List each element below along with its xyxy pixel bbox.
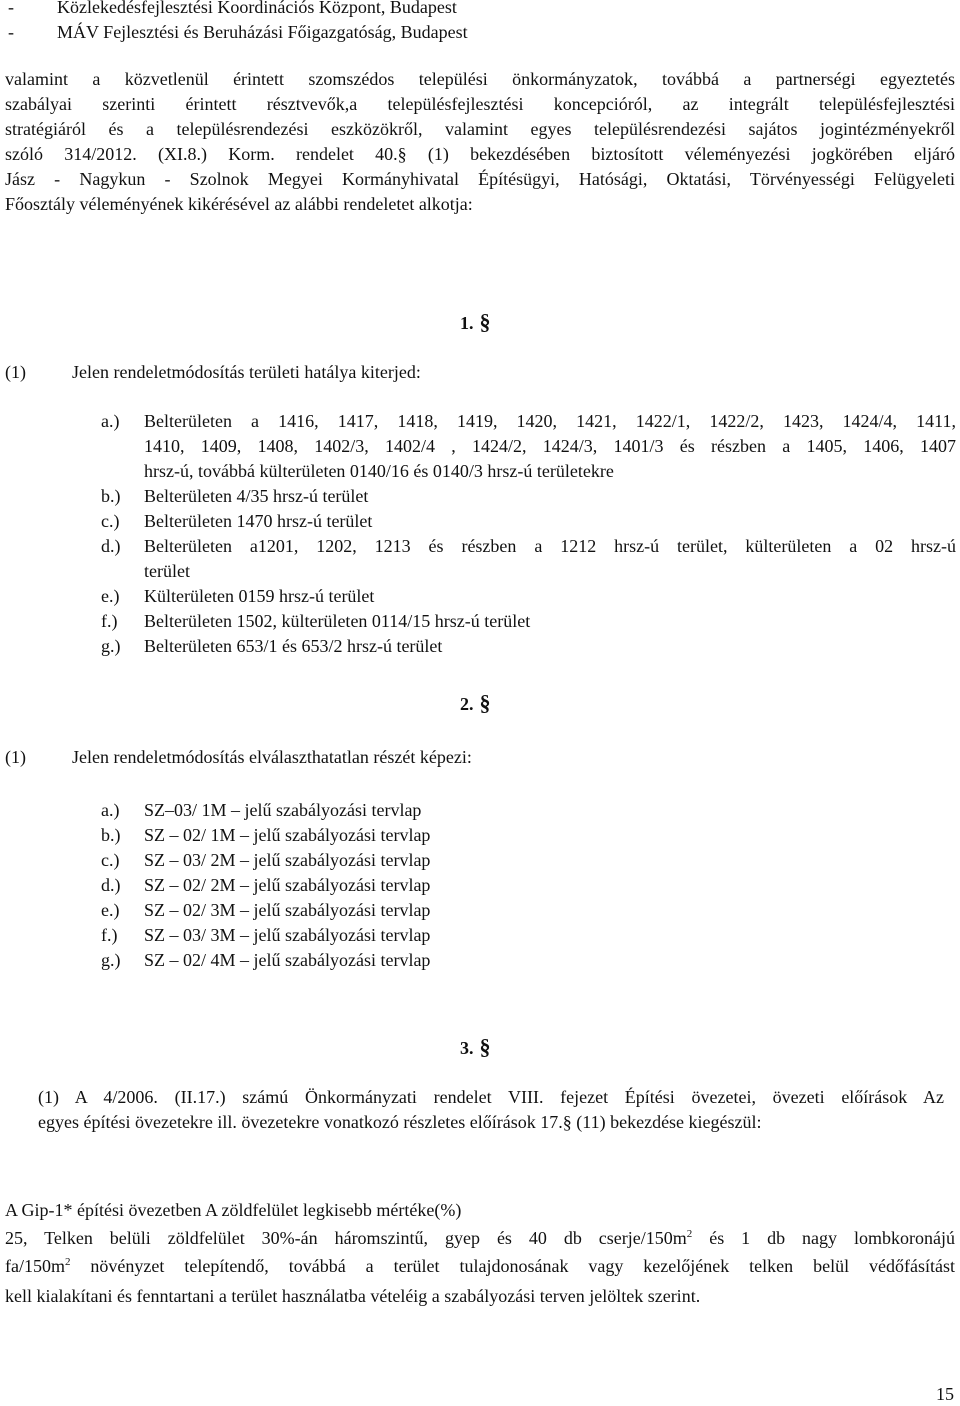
intro-line: szóló 314/2012. (XI.8.) Korm. rendelet 40.§ (1) bekezdésében biztosított véleményezési jogkörében eljáró [5, 144, 955, 164]
item-text: hrsz-ú, továbbá külterületen 0140/16 és 0140/3 hrsz-ú területekre [144, 461, 614, 481]
intro-line: valamint a közvetlenül érintett szomszédos települési önkormányzatok, továbbá a partnerségi egyeztetés [5, 69, 955, 89]
section-heading [460, 1034, 491, 1060]
item-label: e.) [101, 586, 120, 606]
superscript: 2 [65, 1256, 71, 1268]
item-text: SZ – 02/ 4M – jelű szabályozási tervlap [144, 950, 431, 970]
item-text: SZ – 02/ 3M – jelű szabályozási tervlap [144, 900, 431, 920]
item-text: SZ – 03/ 2M – jelű szabályozási tervlap [144, 850, 431, 870]
section-symbol: § [479, 1034, 491, 1059]
gip-line [5, 1256, 955, 1277]
item-label: a.) [101, 411, 120, 431]
intro-line: Jász - Nagykun - Szolnok Megyei Kormányhivatal Építésügyi, Hatósági, Oktatási, Törvényességi Felügyeleti [5, 169, 955, 189]
paragraph-text: Jelen rendeletmódosítás elválaszthatatlan részét képezi: [72, 747, 472, 767]
item-text: SZ – 02/ 1M – jelű szabályozási tervlap [144, 825, 431, 845]
intro-line: Főosztály véleményének kikérésével az alábbi rendeletet alkotja: [5, 194, 473, 214]
intro-line: stratégiáról és a településrendezési eszközökről, valamint egyes településrendezési sajátos jogintézményekről [5, 119, 955, 139]
item-text: SZ – 02/ 2M – jelű szabályozási tervlap [144, 875, 431, 895]
header-list-item: MÁV Fejlesztési és Beruházási Főigazgatóság, Budapest [57, 22, 468, 42]
header-list-item: Közlekedésfejlesztési Koordinációs Központ, Budapest [57, 0, 457, 17]
gip-text: és 1 db nagy lombkoronájú [692, 1228, 955, 1248]
section-3-line: (1) A 4/2006. (II.17.) számú Önkormányzati rendelet VIII. fejezet Építési övezetei, övezeti előírások Az [38, 1087, 944, 1107]
section-number: 3. [460, 1038, 474, 1058]
intro-line: szabályai szerinti érintett résztvevők,a településfejlesztési koncepcióról, az integrált településfejlesztési [5, 94, 955, 114]
item-label: f.) [101, 925, 118, 945]
paragraph-number: (1) [5, 747, 26, 767]
section-number: 2. [460, 694, 474, 714]
section-3-line: egyes építési övezetekre ill. övezetekre vonatkozó részletes előírások 17.§ (11) bekezdése kiegészül: [38, 1112, 762, 1132]
gip-text: 25, Telken belüli zöldfelület 30%-án háromszintű, gyep és 40 db cserje/150m [5, 1228, 687, 1248]
item-label: b.) [101, 825, 121, 845]
gip-line [5, 1228, 955, 1249]
item-label: d.) [101, 875, 121, 895]
gip-heading: A Gip-1* építési övezetben A zöldfelület legkisebb mértéke(%) [5, 1200, 462, 1220]
item-text: Belterületen 4/35 hrsz-ú terület [144, 486, 369, 506]
section-heading [460, 690, 491, 716]
page-number: 15 [936, 1384, 954, 1404]
item-text: Belterületen 1502, külterületen 0114/15 hrsz-ú terület [144, 611, 531, 631]
item-text: terület [144, 561, 190, 581]
gip-text: növényzet telepítendő, továbbá a terület tulajdonosának vagy kezelőjének telken belül védőfásítást [70, 1256, 955, 1276]
item-text: SZ–03/ 1M – jelű szabályozási tervlap [144, 800, 422, 820]
item-label: d.) [101, 536, 121, 556]
section-heading [460, 309, 491, 335]
item-label: f.) [101, 611, 118, 631]
item-label: g.) [101, 950, 121, 970]
item-label: c.) [101, 511, 120, 531]
section-symbol: § [479, 690, 491, 715]
item-label: c.) [101, 850, 120, 870]
item-label: b.) [101, 486, 121, 506]
paragraph-number: (1) [5, 362, 26, 382]
item-text: Belterületen 1470 hrsz-ú terület [144, 511, 373, 531]
item-text: Belterületen a 1416, 1417, 1418, 1419, 1420, 1421, 1422/1, 1422/2, 1423, 1424/4, 1411, [144, 411, 956, 431]
section-symbol: § [479, 309, 491, 334]
item-label: e.) [101, 900, 120, 920]
item-text: Külterületen 0159 hrsz-ú terület [144, 586, 375, 606]
item-text: Belterületen 653/1 és 653/2 hrsz-ú terület [144, 636, 443, 656]
section-number: 1. [460, 313, 474, 333]
item-text: 1410, 1409, 1408, 1402/3, 1402/4 , 1424/2, 1424/3, 1401/3 és részben a 1405, 1406, 1407 [144, 436, 956, 456]
superscript: 2 [686, 1228, 693, 1240]
gip-text: fa/150m [5, 1256, 65, 1276]
list-dash: - [8, 0, 14, 17]
item-text: Belterületen a1201, 1202, 1213 és részben a 1212 hrsz-ú terület, külterületen a 02 hrsz-ú [144, 536, 956, 556]
item-label: g.) [101, 636, 121, 656]
list-dash: - [8, 22, 14, 42]
gip-line: kell kialakítani és fenntartani a terület használatba vételéig a szabályozási terven jelöltek szerint. [5, 1286, 701, 1306]
paragraph-text: Jelen rendeletmódosítás területi hatálya kiterjed: [72, 362, 421, 382]
item-label: a.) [101, 800, 120, 820]
item-text: SZ – 03/ 3M – jelű szabályozási tervlap [144, 925, 431, 945]
